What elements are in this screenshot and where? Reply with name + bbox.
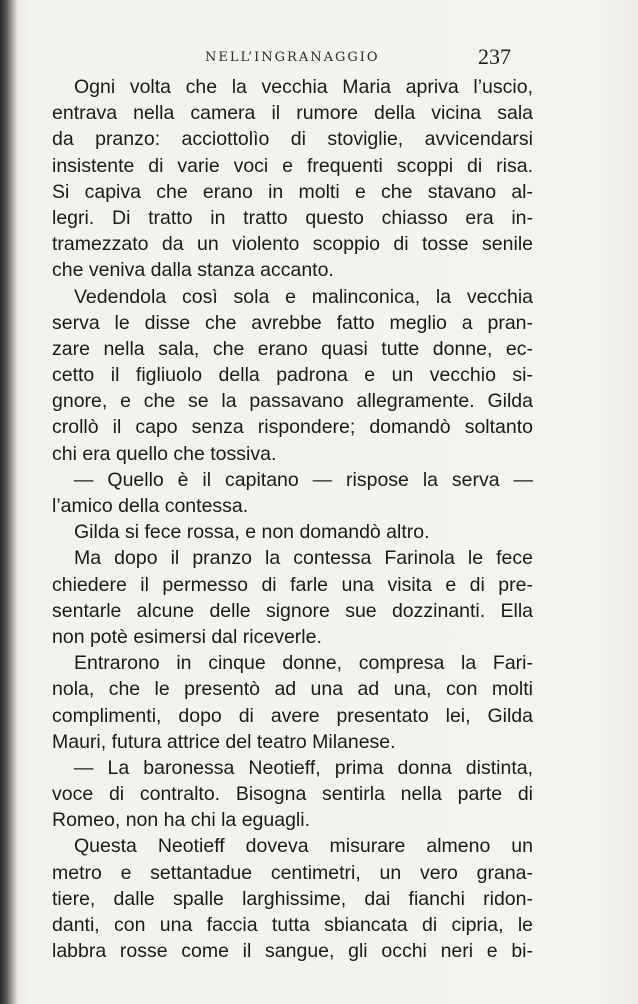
text-line: labbra rosse come il sangue, gli occhi neri e bi- (52, 940, 533, 963)
text-line: Questa Neotieff doveva misurare almeno un (74, 835, 533, 858)
text-line: Vedendola così sola e malinconica, la vecchia (74, 285, 533, 308)
text-line: chi era quello che tossiva. (52, 442, 277, 465)
text-line: Mauri, futura attrice del teatro Milanese. (52, 730, 396, 753)
text-line: danti, con una faccia tutta sbiancata di cipria, le (52, 914, 533, 936)
text-line: Si capiva che erano in molti e che stavano al- (52, 180, 533, 203)
text-line: Romeo, non ha chi la eguagli. (52, 809, 311, 832)
running-title: NELL’INGRANAGGIO (205, 50, 380, 65)
text-line: entrava nella camera il rumore della vicina sala (52, 102, 533, 125)
text-line: complimenti, dopo di avere presentato lei, Gilda (52, 704, 533, 727)
text-line: — Quello è il capitano — rispose la serva — (74, 468, 533, 491)
page-number: 237 (478, 44, 511, 69)
body-text (52, 74, 533, 964)
text-line: nola, che le presentò ad una ad una, con molti (52, 678, 533, 701)
text-line: cetto il figliuolo della padrona e un vecchio si- (52, 364, 533, 387)
text-line: — La baronessa Neotieff, prima donna distinta, (74, 756, 533, 779)
text-line: non potè esimersi dal riceverle. (52, 625, 322, 648)
text-line: Entrarono in cinque donne, compresa la Fari- (74, 652, 533, 675)
text-line: da pranzo: acciottolìo di stoviglie, avvicendarsi (52, 128, 533, 151)
text-line: Ma dopo il pranzo la contessa Farinola le fece (74, 547, 533, 570)
text-line: crollò il capo senza rispondere; domandò soltanto (52, 416, 533, 439)
binding-edge (0, 0, 18, 1004)
text-line: legri. Di tratto in tratto questo chiasso era in- (52, 206, 533, 229)
text-line: voce di contralto. Bisogna sentirla nella parte di (52, 783, 533, 806)
text-line: l’amico della contessa. (52, 495, 249, 517)
text-line: Gilda si fece rossa, e non domandò altro. (74, 521, 430, 544)
page-header (0, 44, 638, 70)
text-line: metro e settantadue centimetri, un vero grana- (52, 861, 533, 884)
text-line: sentarle alcune delle signore sue dozzinanti. Ella (52, 599, 533, 622)
text-line: gnore, e che se la passavano allegramente. Gilda (52, 390, 533, 413)
text-line: serva le disse che avrebbe fatto meglio a pran- (52, 311, 533, 334)
text-line: chiedere il permesso di farle una visita e di pre- (52, 573, 533, 596)
text-line: tiere, dalle spalle larghissime, dai fianchi ridon- (52, 887, 533, 910)
text-line: zare nella sala, che erano quasi tutte donne, ec- (52, 337, 533, 360)
text-line: tramezzato da un violento scoppio di tosse senile (52, 233, 533, 256)
text-line: insistente di varie voci e frequenti scoppi di risa. (52, 154, 533, 177)
text-line: Ogni volta che la vecchia Maria apriva l’uscio, (74, 76, 533, 98)
text-line: che veniva dalla stanza accanto. (52, 259, 334, 282)
